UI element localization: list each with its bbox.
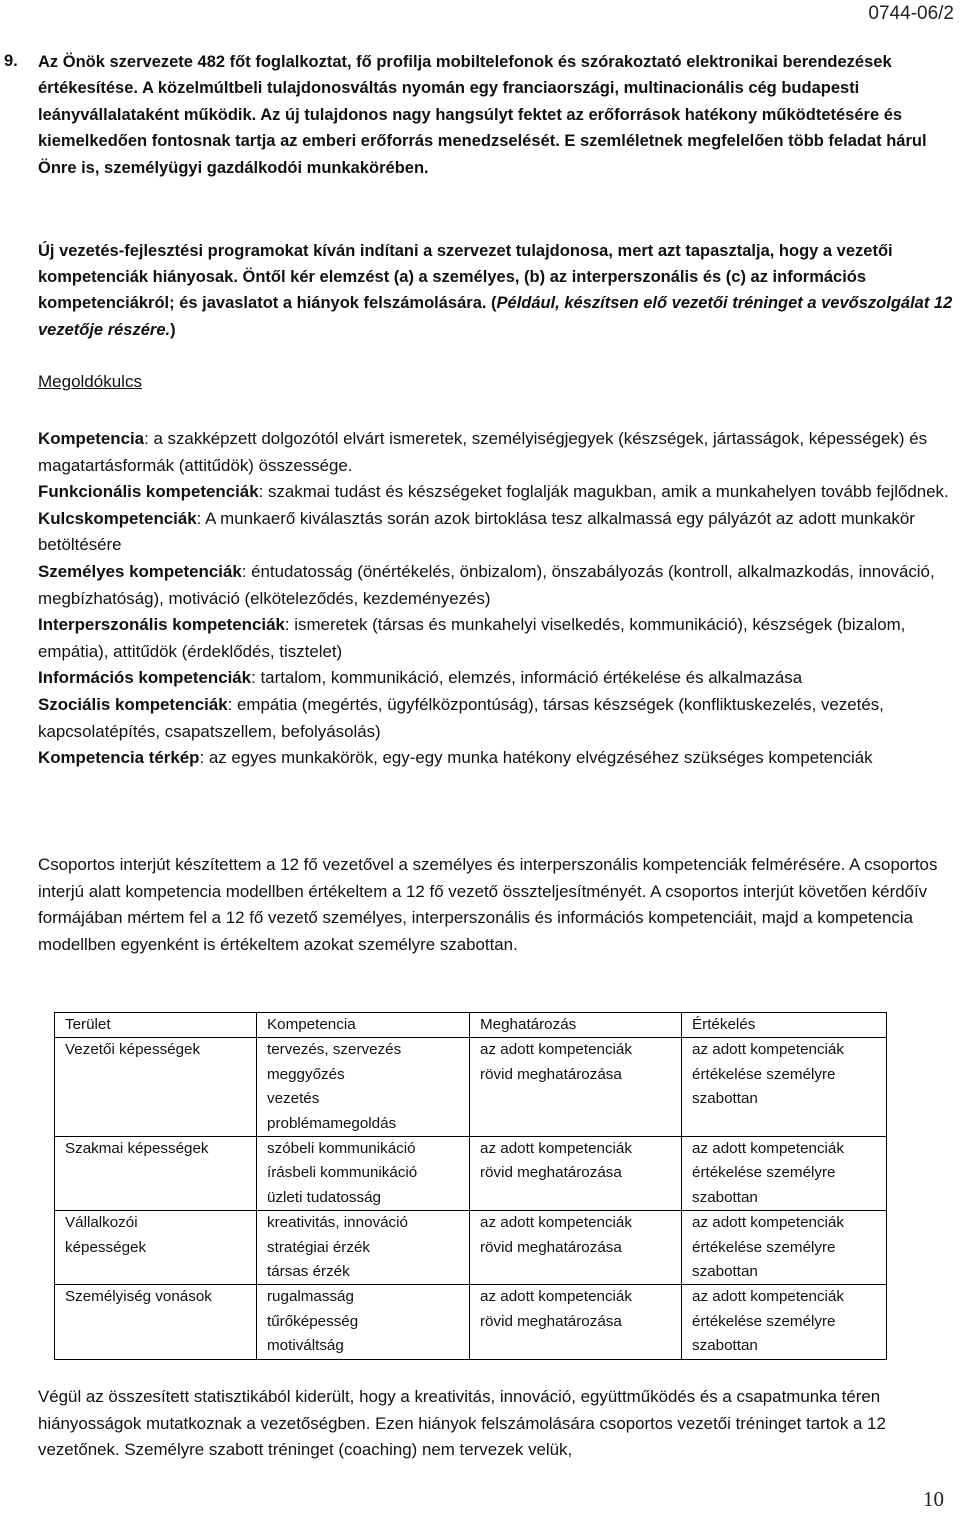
definition-term: Funkcionális kompetenciák bbox=[38, 482, 259, 502]
cell-line: az adott kompetenciák bbox=[480, 1288, 632, 1306]
table-row bbox=[55, 1038, 887, 1137]
cell-line: képességek bbox=[65, 1238, 147, 1256]
definition-text: : A munkaerő kiválasztás során azok birtoklása tesz alkalmassá egy pályázót az adott munkakör betöltésére bbox=[38, 508, 915, 555]
table-header-row bbox=[55, 1013, 887, 1038]
table-cell-area bbox=[55, 1038, 257, 1137]
definition-item bbox=[38, 612, 956, 665]
cell-line: szabottan bbox=[692, 1188, 758, 1206]
cell-line: motiváltság bbox=[267, 1337, 344, 1355]
question-task bbox=[38, 238, 954, 343]
cell-line: kreativitás, innováció bbox=[267, 1214, 408, 1232]
table-row bbox=[55, 1137, 887, 1211]
definitions-list bbox=[38, 426, 956, 772]
competency-table bbox=[54, 1012, 887, 1360]
cell-line: problémamegoldás bbox=[267, 1114, 397, 1132]
table-cell-area bbox=[55, 1137, 257, 1211]
cell-line: Személyiség vonások bbox=[65, 1288, 212, 1306]
conclusion-paragraph: Végül az összesített statisztikából kiderült, hogy a kreativitás, innováció, együttműködés és a csapatmunka téren hiányosságok mutatkoznak a vezetőségben. Ezen hiányok felszámolására csoportos vezetői tréninget tartok a 12 vezetőnek. Személyre szabott tréninget (coaching) nem tervezek velük, bbox=[38, 1387, 886, 1460]
definition-term: Interperszonális kompetenciák bbox=[38, 615, 285, 635]
table-cell-evaluation bbox=[682, 1285, 887, 1359]
definition-text: : ismeretek (társas és munkahelyi viselkedés, kommunikáció), készségek (bizalom, empátia), attitűdök (érdeklődés, tisztelet) bbox=[38, 615, 906, 661]
cell-line: tűrőképesség bbox=[267, 1312, 359, 1330]
definition-term: Kulcskompetenciák bbox=[38, 508, 197, 528]
definition-term: Információs kompetenciák bbox=[38, 668, 252, 688]
definition-text: : a szakképzett dolgozótól elvárt ismeretek, személyiségjegyek (készségek, jártasságok, képességek) és magatartásformák (attitűdök) összessége. bbox=[38, 429, 928, 475]
table-cell-definition bbox=[470, 1211, 682, 1285]
method-paragraph: Csoportos interjút készítettem a 12 fő vezetővel a személyes és interperszonális kompetenciák felmérésére. A csoportos interjú alatt kompetencia modellben értékeltem a 12 fő vezető összteljesítményét. A csoportos interjút követően kérdőív formájában mértem fel a 12 fő vezető személyes, interperszonális és információs kompetenciáit, majd a kompetencia modellben egyenként is értékeltem azokat személyre szabottan. bbox=[38, 855, 938, 954]
definition-text: : tartalom, kommunikáció, elemzés, információ értékelése és alkalmazása bbox=[251, 668, 803, 688]
cell-line: társas érzék bbox=[267, 1263, 350, 1281]
cell-line: az adott kompetenciák bbox=[692, 1140, 844, 1158]
table-cell-evaluation bbox=[682, 1137, 887, 1211]
question-scenario: Az Önök szervezete 482 főt foglalkoztat, fő profilja mobiltelefonok és szórakoztató elektronikai berendezések értékesítése. A közelmúltbeli tulajdonosváltás nyomán egy franciaországi, multinacionális cég budapesti leányvállalataként működik. Az új tulajdonos nagy hangsúlyt fektet az erőforrások hatékony működtetésére és kiemelkedően fontosnak tartja az emberi erőforrás menedzselését. E szemléletnek megfelelően több feladat hárul Önre is, személyügyi gazdálkodói munkakörében. bbox=[38, 53, 927, 177]
table-header-cell: Terület bbox=[55, 1013, 257, 1038]
cell-line: rövid meghatározása bbox=[480, 1238, 622, 1256]
definition-item bbox=[38, 506, 956, 559]
question-number: 9. bbox=[4, 52, 18, 70]
cell-line: szabottan bbox=[692, 1090, 758, 1108]
definition-item bbox=[38, 745, 956, 772]
cell-line: az adott kompetenciák bbox=[480, 1041, 632, 1059]
definition-item bbox=[38, 426, 956, 479]
cell-line: üzleti tudatosság bbox=[267, 1188, 381, 1206]
definition-text: : éntudatosság (önértékelés, önbizalom), önszabályozás (kontroll, alkalmazkodás, innováció, megbízhatóság), motiváció (elköteleződés, kezdeményezés) bbox=[38, 561, 935, 608]
table-cell-competency bbox=[257, 1038, 470, 1137]
definition-item bbox=[38, 559, 956, 612]
cell-line: szóbeli kommunikáció bbox=[267, 1140, 416, 1158]
cell-line: meggyőzés bbox=[267, 1065, 345, 1083]
table-cell-definition bbox=[470, 1285, 682, 1359]
cell-line: az adott kompetenciák bbox=[480, 1140, 632, 1158]
cell-line: értékelése személyre bbox=[692, 1238, 836, 1256]
definition-term: Kompetencia bbox=[38, 429, 145, 448]
table-cell-competency bbox=[257, 1137, 470, 1211]
cell-line: írásbeli kommunikáció bbox=[267, 1164, 418, 1182]
table-header-cell: Kompetencia bbox=[257, 1013, 470, 1038]
definition-item bbox=[38, 665, 956, 692]
definition-term: Kompetencia térkép bbox=[38, 748, 200, 768]
table-cell-evaluation bbox=[682, 1211, 887, 1285]
table-row bbox=[55, 1285, 887, 1359]
definition-term: Szociális kompetenciák bbox=[38, 694, 228, 714]
cell-line: rövid meghatározása bbox=[480, 1312, 622, 1330]
table-row bbox=[55, 1211, 887, 1285]
definition-term: Személyes kompetenciák bbox=[38, 561, 242, 581]
cell-line: az adott kompetenciák bbox=[692, 1214, 844, 1232]
definition-item bbox=[38, 692, 956, 745]
question-task-main: Új vezetés-fejlesztési programokat kíván indítani a szervezet tulajdonosa, mert azt tapasztalja, hogy a vezetői kompetenciák hiányosak. Öntől kér elemzést (a) a személyes, (b) az interperszonális és (c) az információs kompetenciákról; és javaslatot a hiányok felszámolására. ( bbox=[38, 242, 893, 313]
cell-line: vezetés bbox=[267, 1090, 320, 1108]
cell-line: Vállalkozói bbox=[65, 1214, 138, 1232]
definition-item bbox=[38, 479, 956, 506]
cell-line: az adott kompetenciák bbox=[692, 1288, 844, 1306]
cell-line: rövid meghatározása bbox=[480, 1065, 622, 1083]
cell-line: rövid meghatározása bbox=[480, 1164, 622, 1182]
document-code: 0744-06/2 bbox=[868, 3, 954, 24]
cell-line: tervezés, szervezés bbox=[267, 1041, 402, 1059]
table-header-cell: Értékelés bbox=[682, 1013, 887, 1038]
table-cell-area bbox=[55, 1211, 257, 1285]
cell-line: Szakmai képességek bbox=[65, 1140, 209, 1158]
table-cell-definition bbox=[470, 1038, 682, 1137]
cell-line: értékelése személyre bbox=[692, 1065, 836, 1083]
cell-line: az adott kompetenciák bbox=[692, 1041, 844, 1059]
cell-line: szabottan bbox=[692, 1337, 758, 1355]
table-cell-evaluation bbox=[682, 1038, 887, 1137]
cell-line: stratégiai érzék bbox=[267, 1238, 370, 1256]
table-cell-competency bbox=[257, 1285, 470, 1359]
answer-key-heading: Megoldókulcs bbox=[38, 372, 142, 391]
cell-line: Vezetői képességek bbox=[65, 1041, 201, 1059]
definition-text: : empátia (megértés, ügyfélközpontúság), társas készségek (konfliktuskezelés, vezetés, kapcsolatépítés, csapatszellem, befolyásolás) bbox=[38, 694, 884, 741]
question-task-example: Például, készítsen elő vezetői tréninget a vevőszolgálat 12 vezetője részére. bbox=[38, 294, 953, 339]
cell-line: értékelése személyre bbox=[692, 1164, 836, 1182]
cell-line: értékelése személyre bbox=[692, 1312, 836, 1330]
definition-text: : az egyes munkakörök, egy-egy munka hatékony elvégzéséhez szükséges kompetenciák bbox=[199, 748, 873, 768]
page-number: 10 bbox=[923, 1487, 944, 1511]
table-cell-definition bbox=[470, 1137, 682, 1211]
cell-line: szabottan bbox=[692, 1263, 758, 1281]
table-cell-competency bbox=[257, 1211, 470, 1285]
definition-text: : szakmai tudást és készségeket foglalják magukban, amik a munkahelyen tovább fejlődnek. bbox=[258, 482, 949, 502]
cell-line: rugalmasság bbox=[267, 1288, 354, 1306]
table-header-cell: Meghatározás bbox=[470, 1013, 682, 1038]
question-task-close: ) bbox=[170, 320, 176, 339]
cell-line: az adott kompetenciák bbox=[480, 1214, 632, 1232]
table-cell-area bbox=[55, 1285, 257, 1359]
